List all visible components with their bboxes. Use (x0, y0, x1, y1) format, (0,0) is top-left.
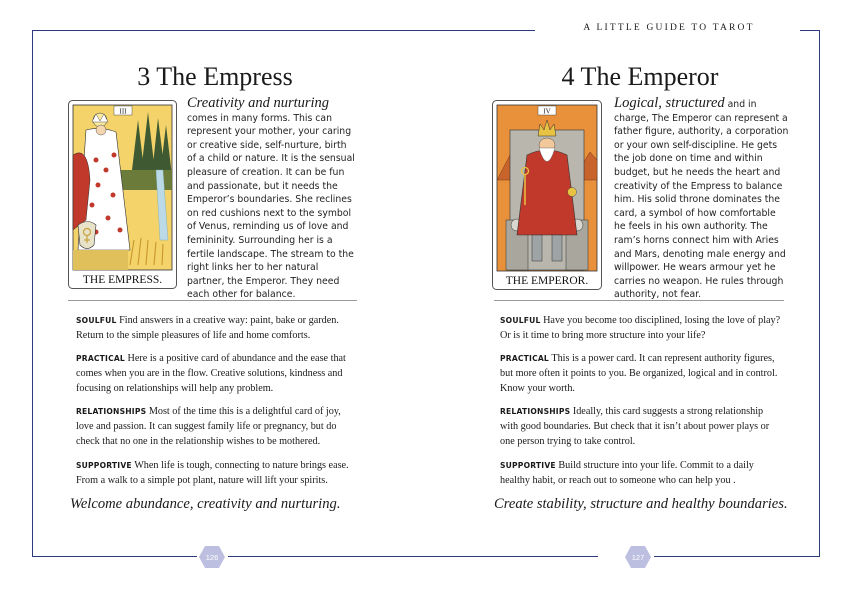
page-number-right (625, 546, 651, 568)
section-label: RELATIONSHIPS (76, 407, 147, 416)
section-text: This is a power card. It can represent authority figures, but more often it points to you. Be organized, logical and in control. Know your worth. (500, 353, 778, 394)
page-number-text: 127 (631, 552, 645, 562)
emperor-description-text: and in charge, The Emperor can represent a father figure, authority, a corporation or your own self-discipline. He gets the job done on time and within budget, but he needs the heart and creativity of the Empress to balance him. His solid throne dominates the card, a symbol of how comfortable he feels in his own authority. The ram’s horns connect him with Aries and Mars, denoting male energy and willpower. He wears armour yet he carries no weapon. He rules through authority, not fear. (614, 99, 789, 301)
empress-description (187, 97, 357, 302)
frame-top-line (426, 30, 535, 31)
emperor-section-practical (500, 351, 782, 396)
section-text: Build structure into your life. Commit to a daily healthy habit, or reach out to someone who can help you . (500, 460, 754, 486)
page-number-text: 126 (205, 552, 219, 562)
frame-left-line (32, 30, 33, 557)
section-text: Have you become too disciplined, losing the love of play? Or is it time to bring more structure into your life? (500, 315, 781, 341)
frame-top-line (800, 30, 820, 31)
section-text: Find answers in a creative way: paint, bake or garden. Return to the simple pleasures of life and home comforts. (76, 315, 339, 341)
frame-bottom-line (228, 556, 598, 557)
empress-section-soulful (76, 313, 356, 343)
empress-card-image (68, 100, 177, 289)
emperor-card-numeral: IV (543, 107, 551, 116)
emperor-section-relationships (500, 404, 782, 449)
emperor-closing-affirmation: Create stability, structure and healthy boundaries. (494, 496, 788, 512)
section-text: Ideally, this card suggests a strong relationship with good boundaries. But check that it isn’t about power plays or one person trying to take control. (500, 406, 770, 447)
page-number-left (199, 546, 225, 568)
section-text: Most of the time this is a delightful card of joy, love and passion. It can suggest family life or pregnancy, but do check that no one in the relationship wishes to be mothered. (76, 406, 341, 447)
frame-right-line (819, 30, 820, 557)
empress-card-name: THE EMPRESS. (82, 274, 163, 286)
page-title-empress: 3 The Empress (137, 62, 293, 91)
running-head: A LITTLE GUIDE TO TAROT (583, 23, 755, 33)
frame-bottom-line (32, 556, 197, 557)
page-title-emperor: 4 The Emperor (561, 62, 719, 91)
section-label: SOULFUL (76, 316, 117, 325)
section-label: SOULFUL (500, 316, 541, 325)
section-label: RELATIONSHIPS (500, 407, 571, 416)
empress-description-text: comes in many forms. This can represent your mother, your caring or creative side, self-nurture, birth of a child or nature. It is the sensual pleasure of creation. It can be fun and passionate, but it needs the Emperor’s boundaries. She reclines on red cushions next to the symbol of Venus, reminding us of love and femininity. Surrounding her is a fertile landscape. The stream to the right links her to her natural partner, the Emperor. They need each other for balance. (187, 112, 355, 301)
section-text: Here is a positive card of abundance and the ease that comes when you are in the flow. Creative solutions, kindness and focusing on relationships will help any problem. (76, 353, 346, 394)
section-divider (494, 300, 784, 301)
emperor-section-soulful (500, 313, 782, 343)
empress-lead: Creativity and nurturing (187, 95, 330, 111)
section-divider (68, 300, 357, 301)
empress-section-practical (76, 351, 356, 396)
empress-card-numeral: III (119, 107, 127, 116)
section-text: When life is tough, connecting to nature brings ease. From a walk to a simple pot plant, nature will lift your spirits. (76, 460, 349, 486)
section-label: PRACTICAL (500, 354, 549, 363)
frame-top-line (32, 30, 426, 31)
empress-closing-affirmation: Welcome abundance, creativity and nurturing. (70, 496, 341, 512)
emperor-description (614, 97, 790, 302)
section-label: SUPPORTIVE (500, 461, 556, 470)
emperor-lead: Logical, structured (614, 95, 725, 111)
section-label: PRACTICAL (76, 354, 125, 363)
emperor-card-name: THE EMPEROR. (505, 275, 589, 287)
emperor-section-supportive (500, 458, 782, 488)
section-label: SUPPORTIVE (76, 461, 132, 470)
frame-bottom-line (654, 556, 820, 557)
empress-section-relationships (76, 404, 356, 449)
emperor-card-image (492, 100, 602, 290)
empress-section-supportive (76, 458, 356, 488)
